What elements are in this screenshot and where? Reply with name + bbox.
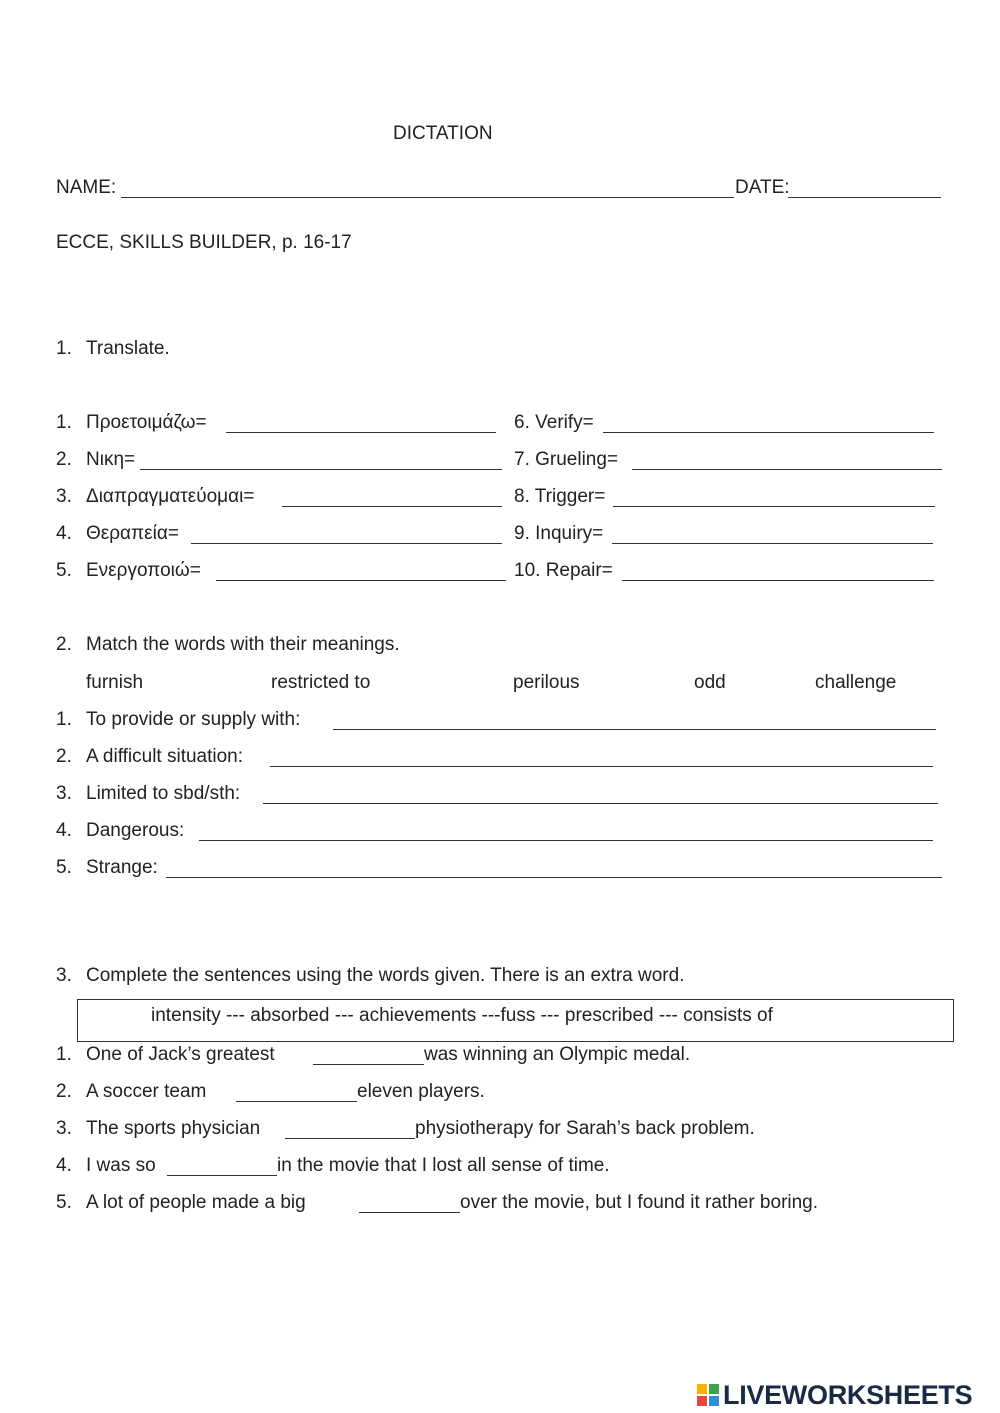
match-definition: Dangerous: bbox=[86, 820, 185, 841]
sentence-start: A soccer team bbox=[86, 1081, 207, 1102]
section-2-number: 2. bbox=[56, 634, 72, 655]
translate-word: 7. Grueling= bbox=[514, 449, 619, 470]
sentence-end: was winning an Olympic medal. bbox=[424, 1044, 691, 1065]
translate-answer-line[interactable] bbox=[282, 506, 502, 507]
word-bank-item: challenge bbox=[815, 672, 897, 693]
translate-word: 10. Repair= bbox=[514, 560, 613, 581]
list-item-number: 5. bbox=[56, 560, 72, 581]
word-box-text: intensity --- absorbed --- achievements ---fuss --- prescribed --- consists of bbox=[151, 1005, 773, 1026]
date-input-line[interactable] bbox=[788, 197, 941, 198]
translate-answer-line[interactable] bbox=[191, 543, 502, 544]
section-1-number: 1. bbox=[56, 338, 72, 359]
sentence-start: A lot of people made a big bbox=[86, 1192, 306, 1213]
logo-square bbox=[709, 1396, 719, 1406]
word-bank-item: furnish bbox=[86, 672, 144, 693]
list-item-number: 4. bbox=[56, 523, 72, 544]
section-1-instruction: Translate. bbox=[86, 338, 170, 359]
logo-text: LIVEWORKSHEETS bbox=[723, 1379, 973, 1410]
match-answer-line[interactable] bbox=[270, 766, 933, 767]
word-bank-item: perilous bbox=[513, 672, 580, 693]
list-item-number: 3. bbox=[56, 783, 72, 804]
translate-word: 9. Inquiry= bbox=[514, 523, 604, 544]
sentence-end: over the movie, but I found it rather boring. bbox=[460, 1192, 819, 1213]
sentence-start: I was so bbox=[86, 1155, 156, 1176]
list-item-number: 2. bbox=[56, 1081, 72, 1102]
translate-word: Νικη= bbox=[86, 449, 136, 470]
section-3-instruction: Complete the sentences using the words given. There is an extra word. bbox=[86, 965, 685, 986]
sentence-end: in the movie that I lost all sense of time. bbox=[277, 1155, 610, 1176]
translate-answer-line[interactable] bbox=[216, 580, 506, 581]
name-input-line[interactable] bbox=[121, 197, 734, 198]
list-item-number: 4. bbox=[56, 820, 72, 841]
list-item-number: 1. bbox=[56, 1044, 72, 1065]
translate-answer-line[interactable] bbox=[140, 469, 502, 470]
sentence-start: One of Jack’s greatest bbox=[86, 1044, 275, 1065]
translate-answer-line[interactable] bbox=[603, 432, 934, 433]
name-label: NAME: bbox=[56, 177, 117, 198]
list-item-number: 3. bbox=[56, 486, 72, 507]
match-answer-line[interactable] bbox=[166, 877, 942, 878]
translate-word: Προετοιμάζω= bbox=[86, 412, 207, 433]
list-item-number: 4. bbox=[56, 1155, 72, 1176]
match-definition: To provide or supply with: bbox=[86, 709, 301, 730]
translate-answer-line[interactable] bbox=[622, 580, 934, 581]
match-definition: Strange: bbox=[86, 857, 158, 878]
sentence-gap-line[interactable] bbox=[236, 1101, 357, 1102]
word-bank-item: restricted to bbox=[271, 672, 371, 693]
translate-answer-line[interactable] bbox=[612, 543, 933, 544]
list-item-number: 2. bbox=[56, 746, 72, 767]
source-reference: ECCE, SKILLS BUILDER, p. 16-17 bbox=[56, 232, 352, 253]
translate-word: Διαπραγματεύομαι= bbox=[86, 486, 255, 507]
translate-answer-line[interactable] bbox=[613, 506, 935, 507]
list-item-number: 3. bbox=[56, 1118, 72, 1139]
translate-word: 8. Trigger= bbox=[514, 486, 606, 507]
translate-answer-line[interactable] bbox=[226, 432, 496, 433]
sentence-gap-line[interactable] bbox=[167, 1175, 277, 1176]
list-item-number: 2. bbox=[56, 449, 72, 470]
translate-word: 6. Verify= bbox=[514, 412, 594, 433]
logo-square bbox=[697, 1396, 707, 1406]
sentence-end: physiotherapy for Sarah’s back problem. bbox=[415, 1118, 755, 1139]
worksheet-title: DICTATION bbox=[393, 123, 493, 144]
section-2-instruction: Match the words with their meanings. bbox=[86, 634, 400, 655]
word-bank-item: odd bbox=[694, 672, 726, 693]
liveworksheets-logo[interactable] bbox=[697, 1380, 972, 1410]
logo-square bbox=[697, 1384, 707, 1394]
logo-mark-icon bbox=[697, 1384, 719, 1406]
list-item-number: 1. bbox=[56, 709, 72, 730]
sentence-end: eleven players. bbox=[357, 1081, 485, 1102]
match-definition: Limited to sbd/sth: bbox=[86, 783, 241, 804]
list-item-number: 5. bbox=[56, 857, 72, 878]
sentence-gap-line[interactable] bbox=[285, 1138, 415, 1139]
match-answer-line[interactable] bbox=[263, 803, 938, 804]
translate-answer-line[interactable] bbox=[632, 469, 942, 470]
logo-square bbox=[709, 1384, 719, 1394]
list-item-number: 5. bbox=[56, 1192, 72, 1213]
sentence-gap-line[interactable] bbox=[359, 1212, 460, 1213]
match-answer-line[interactable] bbox=[199, 840, 933, 841]
sentence-gap-line[interactable] bbox=[313, 1064, 424, 1065]
match-definition: A difficult situation: bbox=[86, 746, 244, 767]
section-3-number: 3. bbox=[56, 965, 72, 986]
list-item-number: 1. bbox=[56, 412, 72, 433]
date-label: DATE: bbox=[735, 177, 790, 198]
match-answer-line[interactable] bbox=[333, 729, 936, 730]
translate-word: Θεραπεία= bbox=[86, 523, 179, 544]
sentence-start: The sports physician bbox=[86, 1118, 261, 1139]
translate-word: Ενεργοποιώ= bbox=[86, 560, 201, 581]
